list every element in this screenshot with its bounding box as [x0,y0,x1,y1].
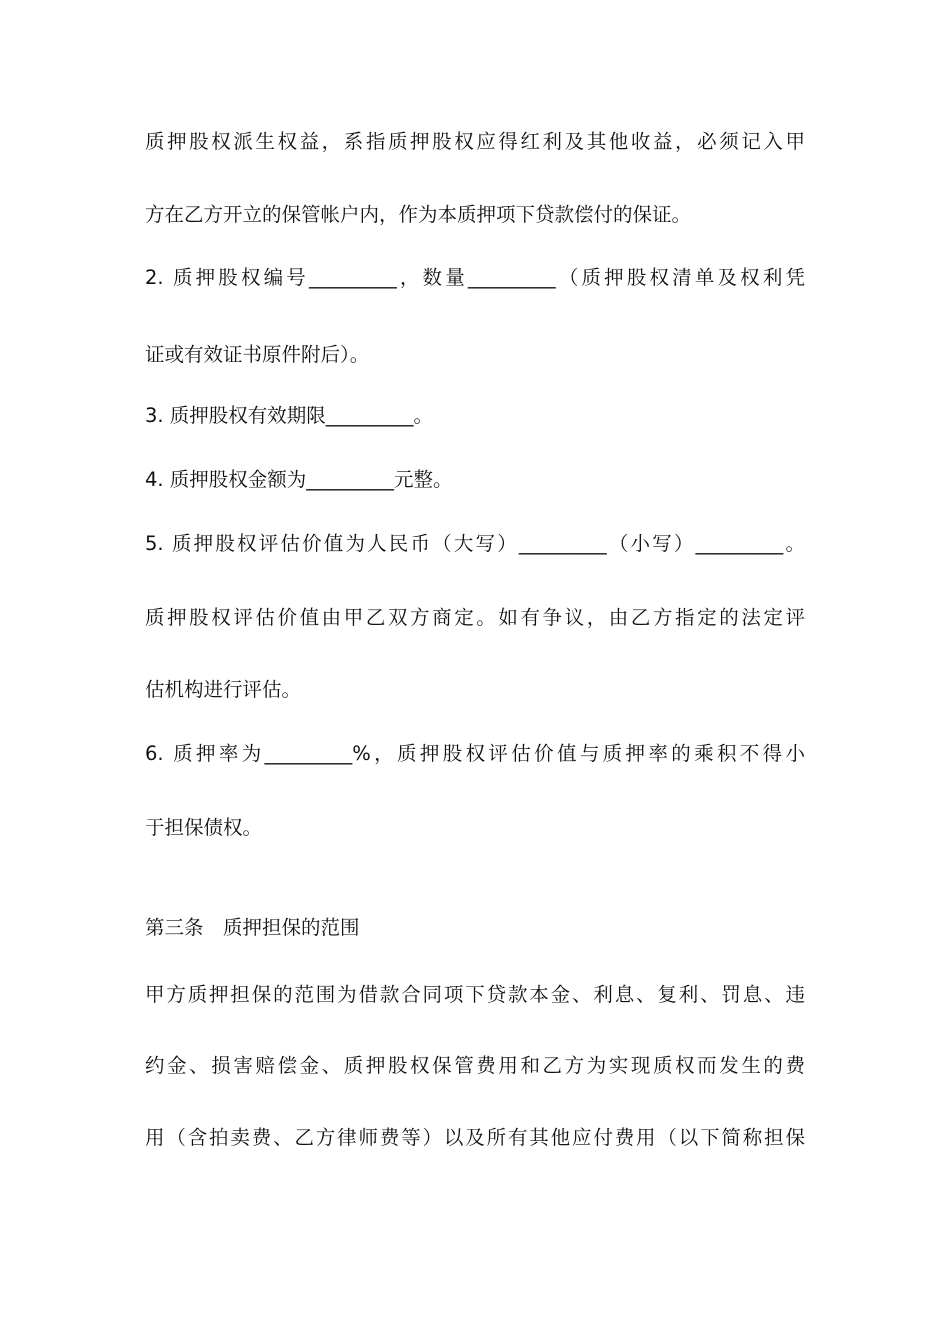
clause-4-line: 4. 质押股权金额为_________元整。 [145,468,453,491]
paragraph-line: 约金、损害赔偿金、质押股权保管费用和乙方为实现质权而发生的费 [145,1054,805,1077]
paragraph-line: 证或有效证书原件附后）。 [145,343,370,366]
paragraph-line: 质押股权派生权益，系指质押股权应得红利及其他收益，必须记入甲 [145,130,805,153]
clause-3-line: 3. 质押股权有效期限_________。 [145,404,434,427]
paragraph-line: 质押股权评估价值由甲乙双方商定。如有争议，由乙方指定的法定评 [145,606,805,629]
paragraph-line: 甲方质押担保的范围为借款合同项下贷款本金、利息、复利、罚息、违 [145,983,805,1006]
section-heading: 第三条 质押担保的范围 [145,916,360,939]
paragraph-line: 方在乙方开立的保管帐户内，作为本质押项下贷款偿付的保证。 [145,203,692,226]
paragraph-line: 于担保债权。 [145,816,263,839]
clause-5-line: 5. 质押股权评估价值为人民币（大写）_________（小写）_________。 [145,532,805,555]
paragraph-line: 估机构进行评估。 [145,678,302,701]
paragraph-line: 用（含拍卖费、乙方律师费等）以及所有其他应付费用（以下简称担保 [145,1126,805,1149]
clause-6-line: 6. 质押率为_________%，质押股权评估价值与质押率的乘积不得小 [145,742,805,765]
clause-2-line: 2. 质押股权编号_________，数量_________（质押股权清单及权利凭 [145,266,805,289]
